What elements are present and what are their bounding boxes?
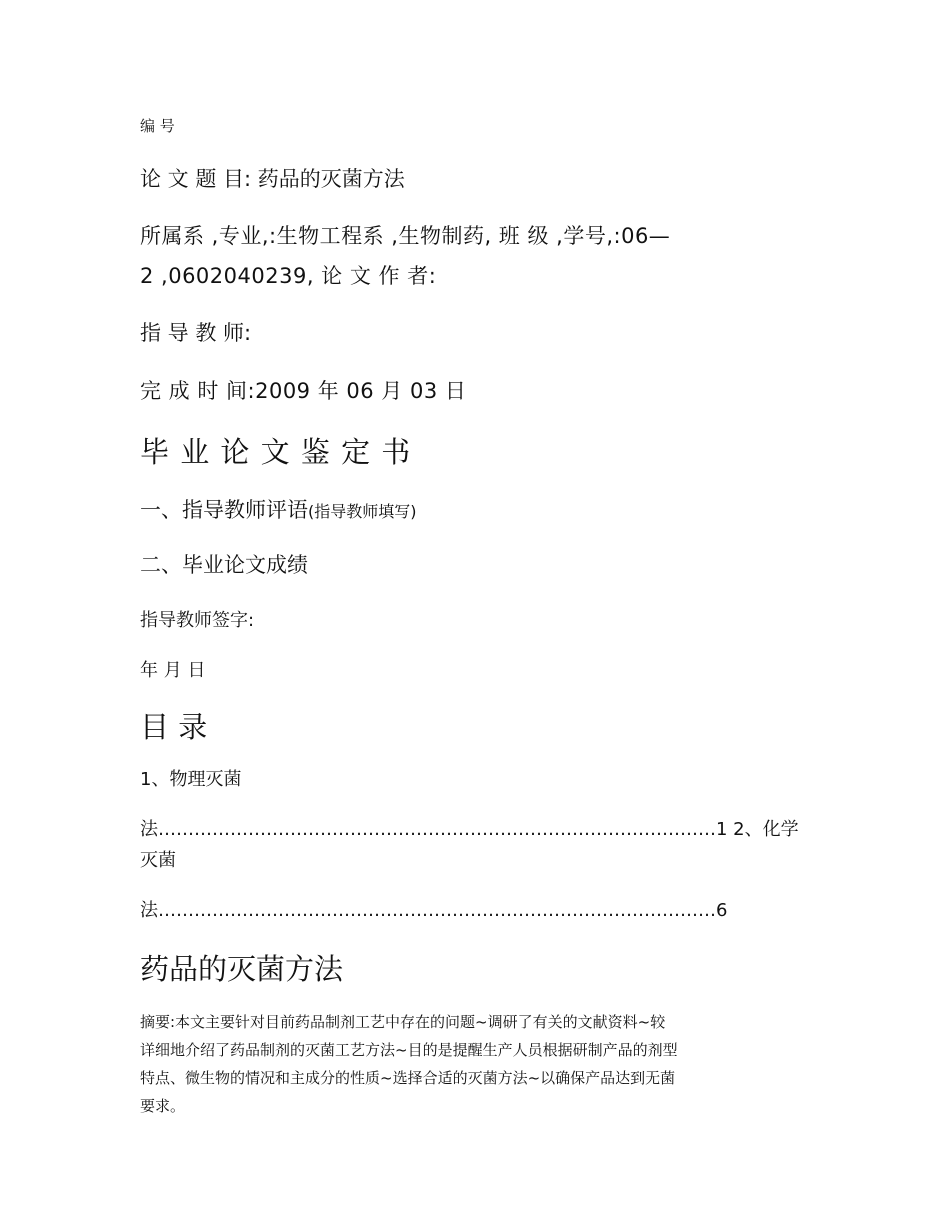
abstract-line-3: 特点、微生物的情况和主成分的性质~选择合适的灭菌方法~以确保产品达到无菌 bbox=[140, 1069, 676, 1087]
signature-date-label: 年 月 日 bbox=[140, 660, 206, 681]
abstract-line-2: 详细地介绍了药品制剂的灭菌工艺方法~目的是提醒生产人员根据研制产品的剂型 bbox=[140, 1041, 678, 1059]
advisor-signature-label: 指导教师签字: bbox=[140, 610, 255, 631]
advisor-line: 指 导 教 师: bbox=[140, 321, 252, 345]
appraisal-heading: 毕 业 论 文 鉴 定 书 bbox=[140, 435, 412, 469]
thesis-grade-item: 二、毕业论文成绩 bbox=[140, 553, 308, 577]
section-heading: 药品的灭菌方法 bbox=[140, 952, 344, 986]
department-line-1: 所属系 ,专业,:生物工程系 ,生物制药, 班 级 ,学号,:06— bbox=[140, 224, 671, 248]
serial-number-label: 编 号 bbox=[140, 117, 175, 135]
completion-date-line: 完 成 时 间:2009 年 06 月 03 日 bbox=[140, 379, 467, 403]
thesis-title-line: 论 文 题 目: 药品的灭菌方法 bbox=[140, 167, 405, 191]
advisor-comment-title: 一、指导教师评语 bbox=[140, 498, 308, 522]
toc-entry-2-leader: 法…………………………………………………………………………………6 bbox=[140, 900, 728, 921]
document-page bbox=[140, 0, 805, 1230]
toc-entry-2-continuation: 灭菌 bbox=[140, 850, 176, 871]
advisor-comment-note: (指导教师填写) bbox=[308, 502, 417, 521]
toc-entry-1-heading: 1、物理灭菌 bbox=[140, 769, 242, 790]
abstract-line-4: 要求。 bbox=[140, 1097, 186, 1115]
toc-entry-1-leader: 法…………………………………………………………………………………1 2、化学 bbox=[140, 819, 799, 840]
toc-heading: 目 录 bbox=[140, 710, 208, 744]
advisor-comment-item bbox=[140, 500, 417, 521]
department-line-2: 2 ,0602040239, 论 文 作 者: bbox=[140, 264, 437, 288]
abstract-line-1: 摘要:本文主要针对目前药品制剂工艺中存在的问题~调研了有关的文献资料~较 bbox=[140, 1013, 666, 1031]
